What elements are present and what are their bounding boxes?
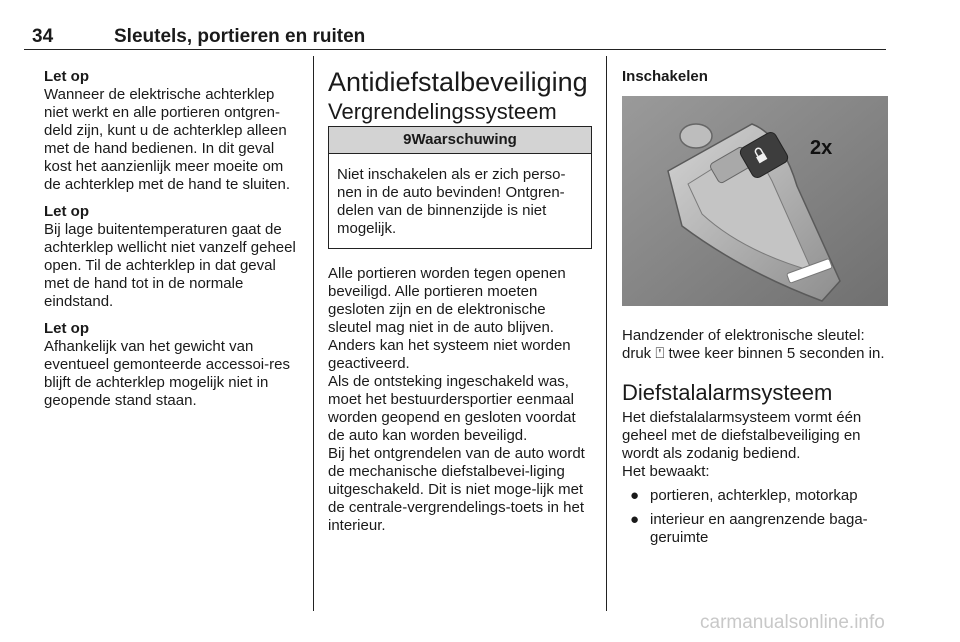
note-text: Afhankelijk van het gewicht van eventueel gemonteerde accessoi-res blijft de achterklep mogelijk niet in geopende stand staan. — [44, 338, 290, 409]
page-header — [24, 26, 886, 50]
inschakelen-heading: Inschakelen — [622, 68, 708, 85]
note-heading: Let op — [44, 320, 89, 337]
subsection-title: Vergrendelingssysteem — [328, 99, 557, 124]
section-title: Antidiefstalbeveiliging — [328, 67, 588, 97]
note-block — [44, 320, 300, 410]
page-number: 34 — [32, 26, 54, 47]
warning-text: Niet inschakelen als er zich perso-nen in de auto bevinden! Ontgren-delen van de binnenzijde is niet mogelijk. — [337, 166, 566, 237]
list-item — [622, 487, 888, 505]
image-caption: Handzender of elektronische sleutel: druk ⍞ twee keer binnen 5 seconden in. — [622, 327, 885, 362]
note-text: Wanneer de elektrische achterklep niet werkt en alle portieren ontgren-deld zijn, kunt u de achterklep alleen met de hand bedienen. In dit geval kost het aanzienlijk meer moeite om de achterklep met de hand te sluiten. — [44, 86, 290, 193]
alarm-paragraph: Het diefstalalarmsysteem vormt één geheel met de diefstalbeveiliging en wordt als zodanig bediend. — [622, 409, 862, 462]
key-fob-illustration — [622, 96, 888, 306]
note-block — [44, 203, 300, 311]
bullet-icon: ● — [630, 511, 640, 528]
bullet-icon: ● — [630, 487, 640, 504]
warning-label: 9Waarschuwing — [403, 131, 517, 148]
warning-header — [329, 127, 591, 154]
alarm-section-title: Diefstalalarmsysteem — [622, 380, 833, 405]
column-divider-1 — [313, 56, 314, 611]
paragraph: Bij het ontgrendelen van de auto wordt de mechanische diefstalbevei-liging uitgeschakeld. Dit is niet moge-lijk met de centrale-vergrendelings-toets in het interieur. — [328, 445, 585, 534]
guards-label: Het bewaakt: — [622, 463, 710, 480]
note-heading: Let op — [44, 203, 89, 220]
list-item-text: portieren, achterklep, motorkap — [650, 487, 858, 504]
note-block — [44, 68, 300, 194]
header-rule — [24, 49, 886, 50]
press-count-label: 2x — [810, 137, 833, 159]
paragraph: Als de ontsteking ingeschakeld was, moet het bestuurdersportier eenmaal worden geopend en gesloten voordat de auto kan worden beveiligd. — [328, 373, 576, 444]
watermark: carmanualsonline.info — [700, 612, 885, 633]
paragraph: Alle portieren worden tegen openen beveiligd. Alle portieren moeten gesloten zijn en de elektronische sleutel mag niet in de auto blijven. Anders kan het systeem niet worden geactiveerd. — [328, 265, 571, 372]
list-item-text: interieur en aangrenzende baga-geruimte — [650, 511, 868, 546]
left-column — [44, 68, 300, 419]
warning-box — [328, 126, 592, 249]
middle-column — [328, 66, 592, 535]
note-text: Bij lage buitentemperaturen gaat de achterklep wellicht niet vanzelf geheel open. Til de achterklep in dat geval met de hand tot in de normale eindstand. — [44, 221, 296, 310]
right-column — [622, 68, 888, 547]
list-item — [622, 511, 888, 547]
column-divider-2 — [606, 56, 607, 611]
chapter-title: Sleutels, portieren en ruiten — [114, 26, 366, 47]
note-heading: Let op — [44, 68, 89, 85]
